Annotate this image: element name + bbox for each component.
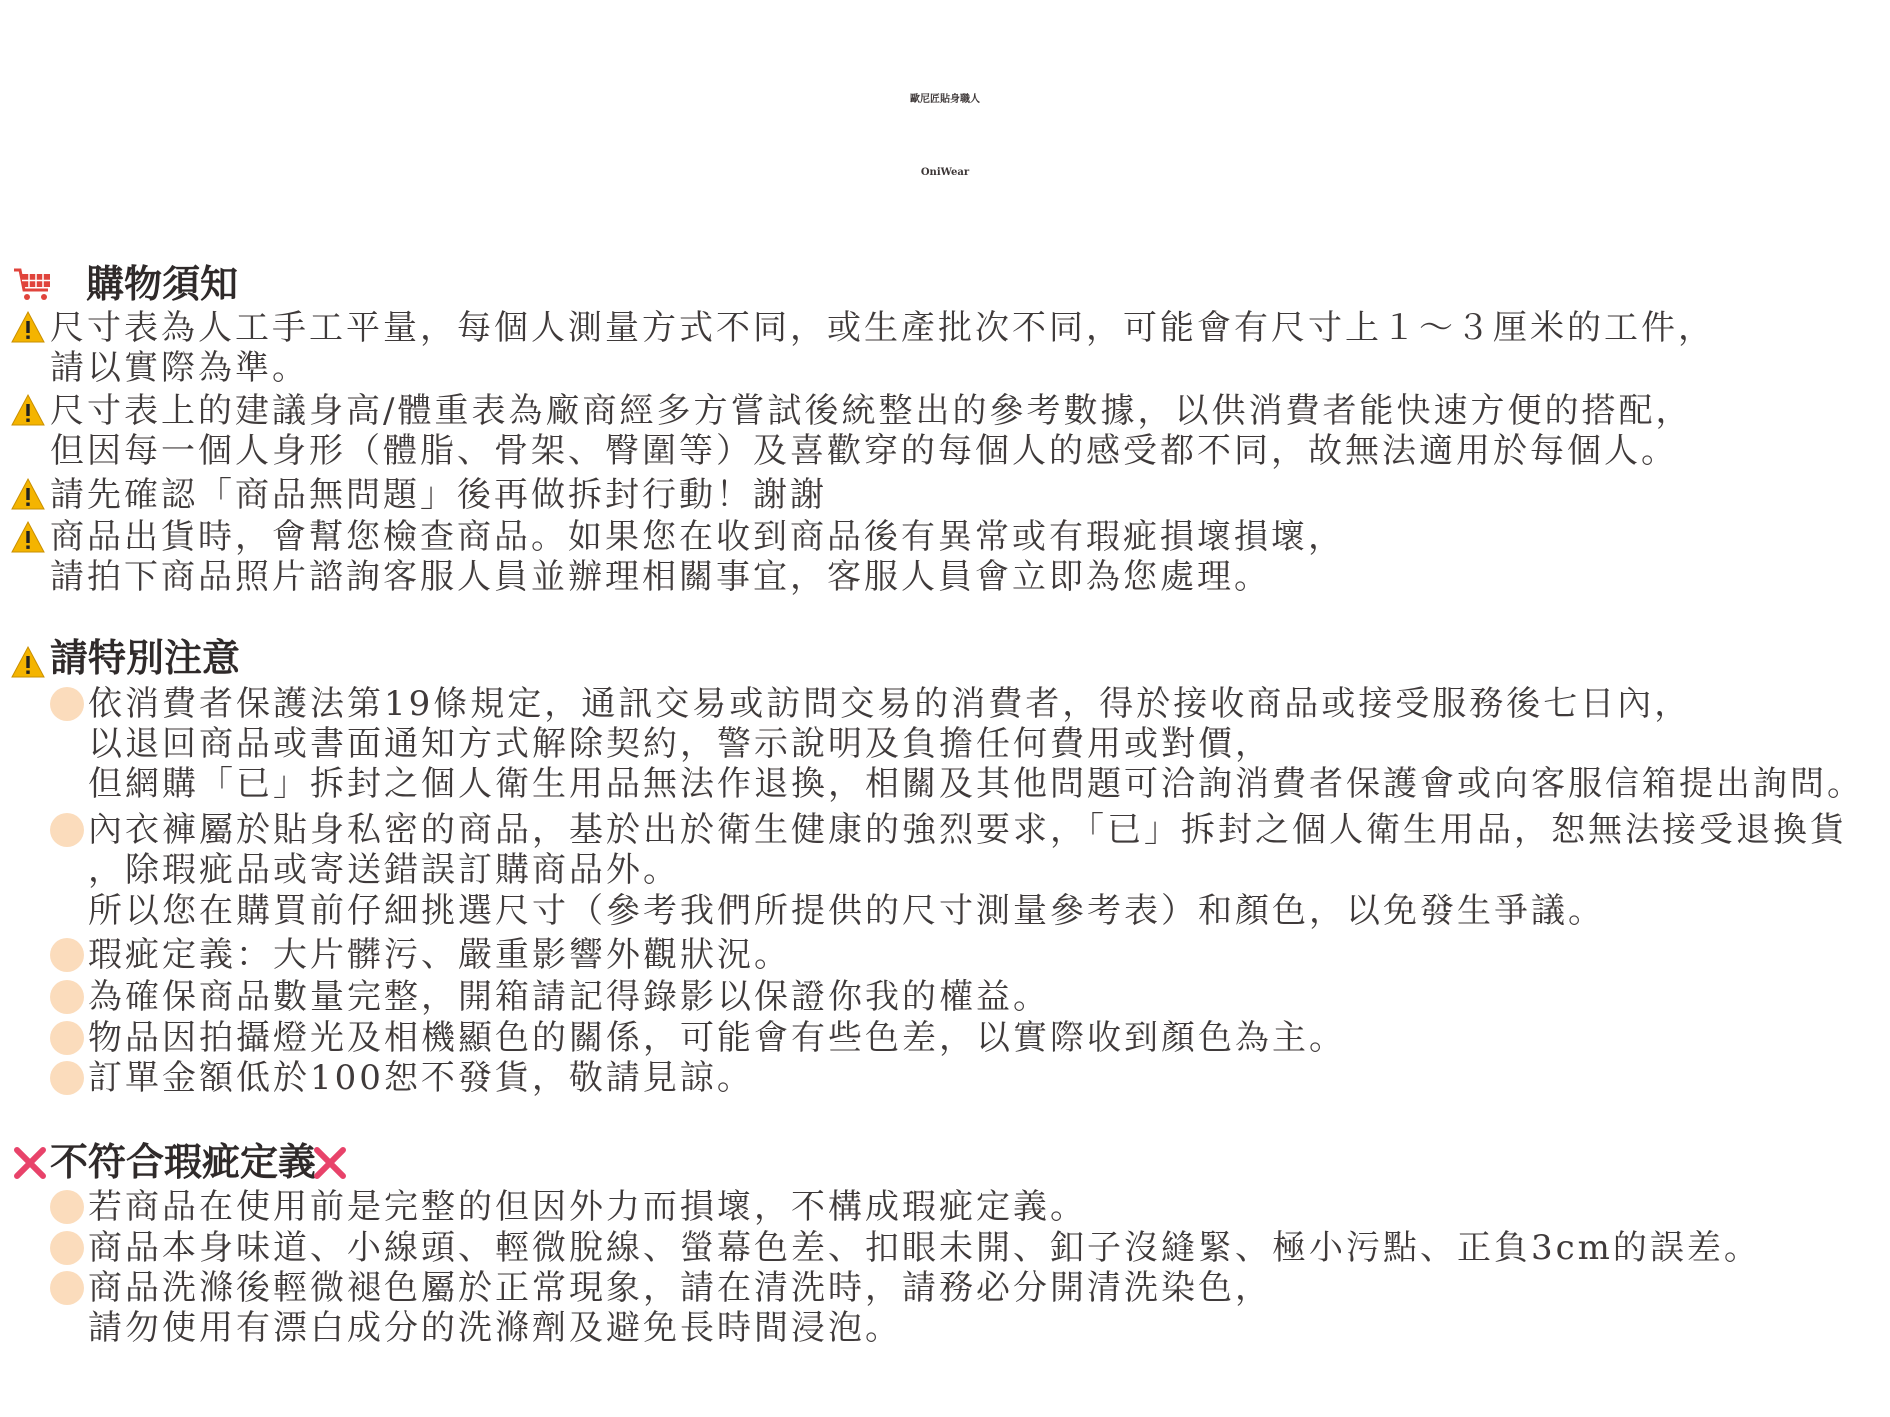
- warning-icon: [10, 393, 46, 427]
- special-notice-heading: 請特別注意: [50, 635, 241, 680]
- shopping-item-1-line-2: 請以實際為準。: [50, 348, 309, 388]
- shopping-item-2-line-2: 但因每一個人身形（體脂、骨架、臀圍等）及喜歡穿的每個人的感受都不同，故無法適用於每個人。: [50, 431, 1678, 471]
- bullet-dot-icon: [50, 813, 84, 847]
- shopping-item-1-line-1: 尺寸表為人工手工平量，每個人測量方式不同，或生產批次不同，可能會有尺寸上１～３厘米的工件，: [50, 308, 1715, 348]
- notice-item-6-line-1: 訂單金額低於100恕不發貨，敬請見諒。: [88, 1058, 754, 1098]
- shopping-item-4-line-2: 請拍下商品照片諮詢客服人員並辦理相關事宜，客服人員會立即為您處理。: [50, 557, 1271, 597]
- notice-item-1-line-3: 但網購「已」拆封之個人衛生用品無法作退換，相關及其他問題可洽詢消費者保護會或向客服信箱提出詢問。: [88, 764, 1864, 804]
- shopping-cart-icon: [12, 266, 54, 302]
- warning-icon: [10, 520, 46, 554]
- warning-icon: [10, 645, 46, 679]
- bullet-dot-icon: [50, 687, 84, 721]
- page-title-chinese: 歐尼匠貼身職人: [910, 94, 980, 105]
- notice-item-2-line-3: 所以您在購買前仔細挑選尺寸（參考我們所提供的尺寸測量參考表）和顏色，以免發生爭議。: [88, 891, 1605, 931]
- bullet-dot-icon: [50, 1231, 84, 1265]
- bullet-dot-icon: [50, 1190, 84, 1224]
- not-defect-item-3-line-1: 商品洗滌後輕微褪色屬於正常現象，請在清洗時，請務必分開清洗染色，: [88, 1268, 1272, 1308]
- notice-item-1-line-2: 以退回商品或書面通知方式解除契約，警示說明及負擔任何費用或對價，: [88, 724, 1272, 764]
- warning-icon: [10, 477, 46, 511]
- bullet-dot-icon: [50, 1271, 84, 1305]
- bullet-dot-icon: [50, 938, 84, 972]
- notice-item-4-line-1: 為確保商品數量完整，開箱請記得錄影以保證你我的權益。: [88, 977, 1050, 1017]
- bullet-dot-icon: [50, 1021, 84, 1055]
- warning-icon: [10, 310, 46, 344]
- not-defect-item-2-line-1: 商品本身味道、小線頭、輕微脫線、螢幕色差、扣眼未開、釦子沒縫緊、極小污點、正負3cm的誤差。: [88, 1228, 1761, 1268]
- bullet-dot-icon: [50, 1061, 84, 1095]
- shopping-item-2-line-1: 尺寸表上的建議身高/體重表為廠商經多方嘗試後統整出的參考數據，以供消費者能快速方便的搭配，: [50, 391, 1693, 431]
- notice-item-2-line-2: ，除瑕疵品或寄送錯誤訂購商品外。: [88, 850, 680, 890]
- not-defect-item-3-line-2: 請勿使用有漂白成分的洗滌劑及避免長時間浸泡。: [88, 1308, 902, 1348]
- notice-item-2-line-1: 內衣褲屬於貼身私密的商品，基於出於衛生健康的強烈要求，「已」拆封之個人衛生用品，恕無法接受退換貨: [88, 810, 1847, 850]
- notice-item-3-line-1: 瑕疵定義：大片髒污、嚴重影響外觀狀況。: [88, 935, 791, 975]
- not-defect-heading: 不符合瑕疵定義: [50, 1139, 317, 1184]
- shopping-item-3-line-1: 請先確認「商品無問題」後再做拆封行動！謝謝: [50, 475, 827, 515]
- bullet-dot-icon: [50, 980, 84, 1014]
- cross-mark-icon: [312, 1145, 348, 1181]
- page-title-english: OniWear: [920, 167, 970, 178]
- shopping-item-4-line-1: 商品出貨時，會幫您檢查商品。如果您在收到商品後有異常或有瑕疵損壞損壞，: [50, 517, 1345, 557]
- not-defect-item-1-line-1: 若商品在使用前是完整的但因外力而損壞，不構成瑕疵定義。: [88, 1187, 1087, 1227]
- shopping-notice-heading: 購物須知: [86, 261, 239, 306]
- notice-item-1-line-1: 依消費者保護法第19條規定，通訊交易或訪問交易的消費者，得於接收商品或接受服務後七日內，: [88, 684, 1692, 724]
- notice-item-5-line-1: 物品因拍攝燈光及相機顯色的關係，可能會有些色差，以實際收到顏色為主。: [88, 1018, 1346, 1058]
- cross-mark-icon: [12, 1145, 48, 1181]
